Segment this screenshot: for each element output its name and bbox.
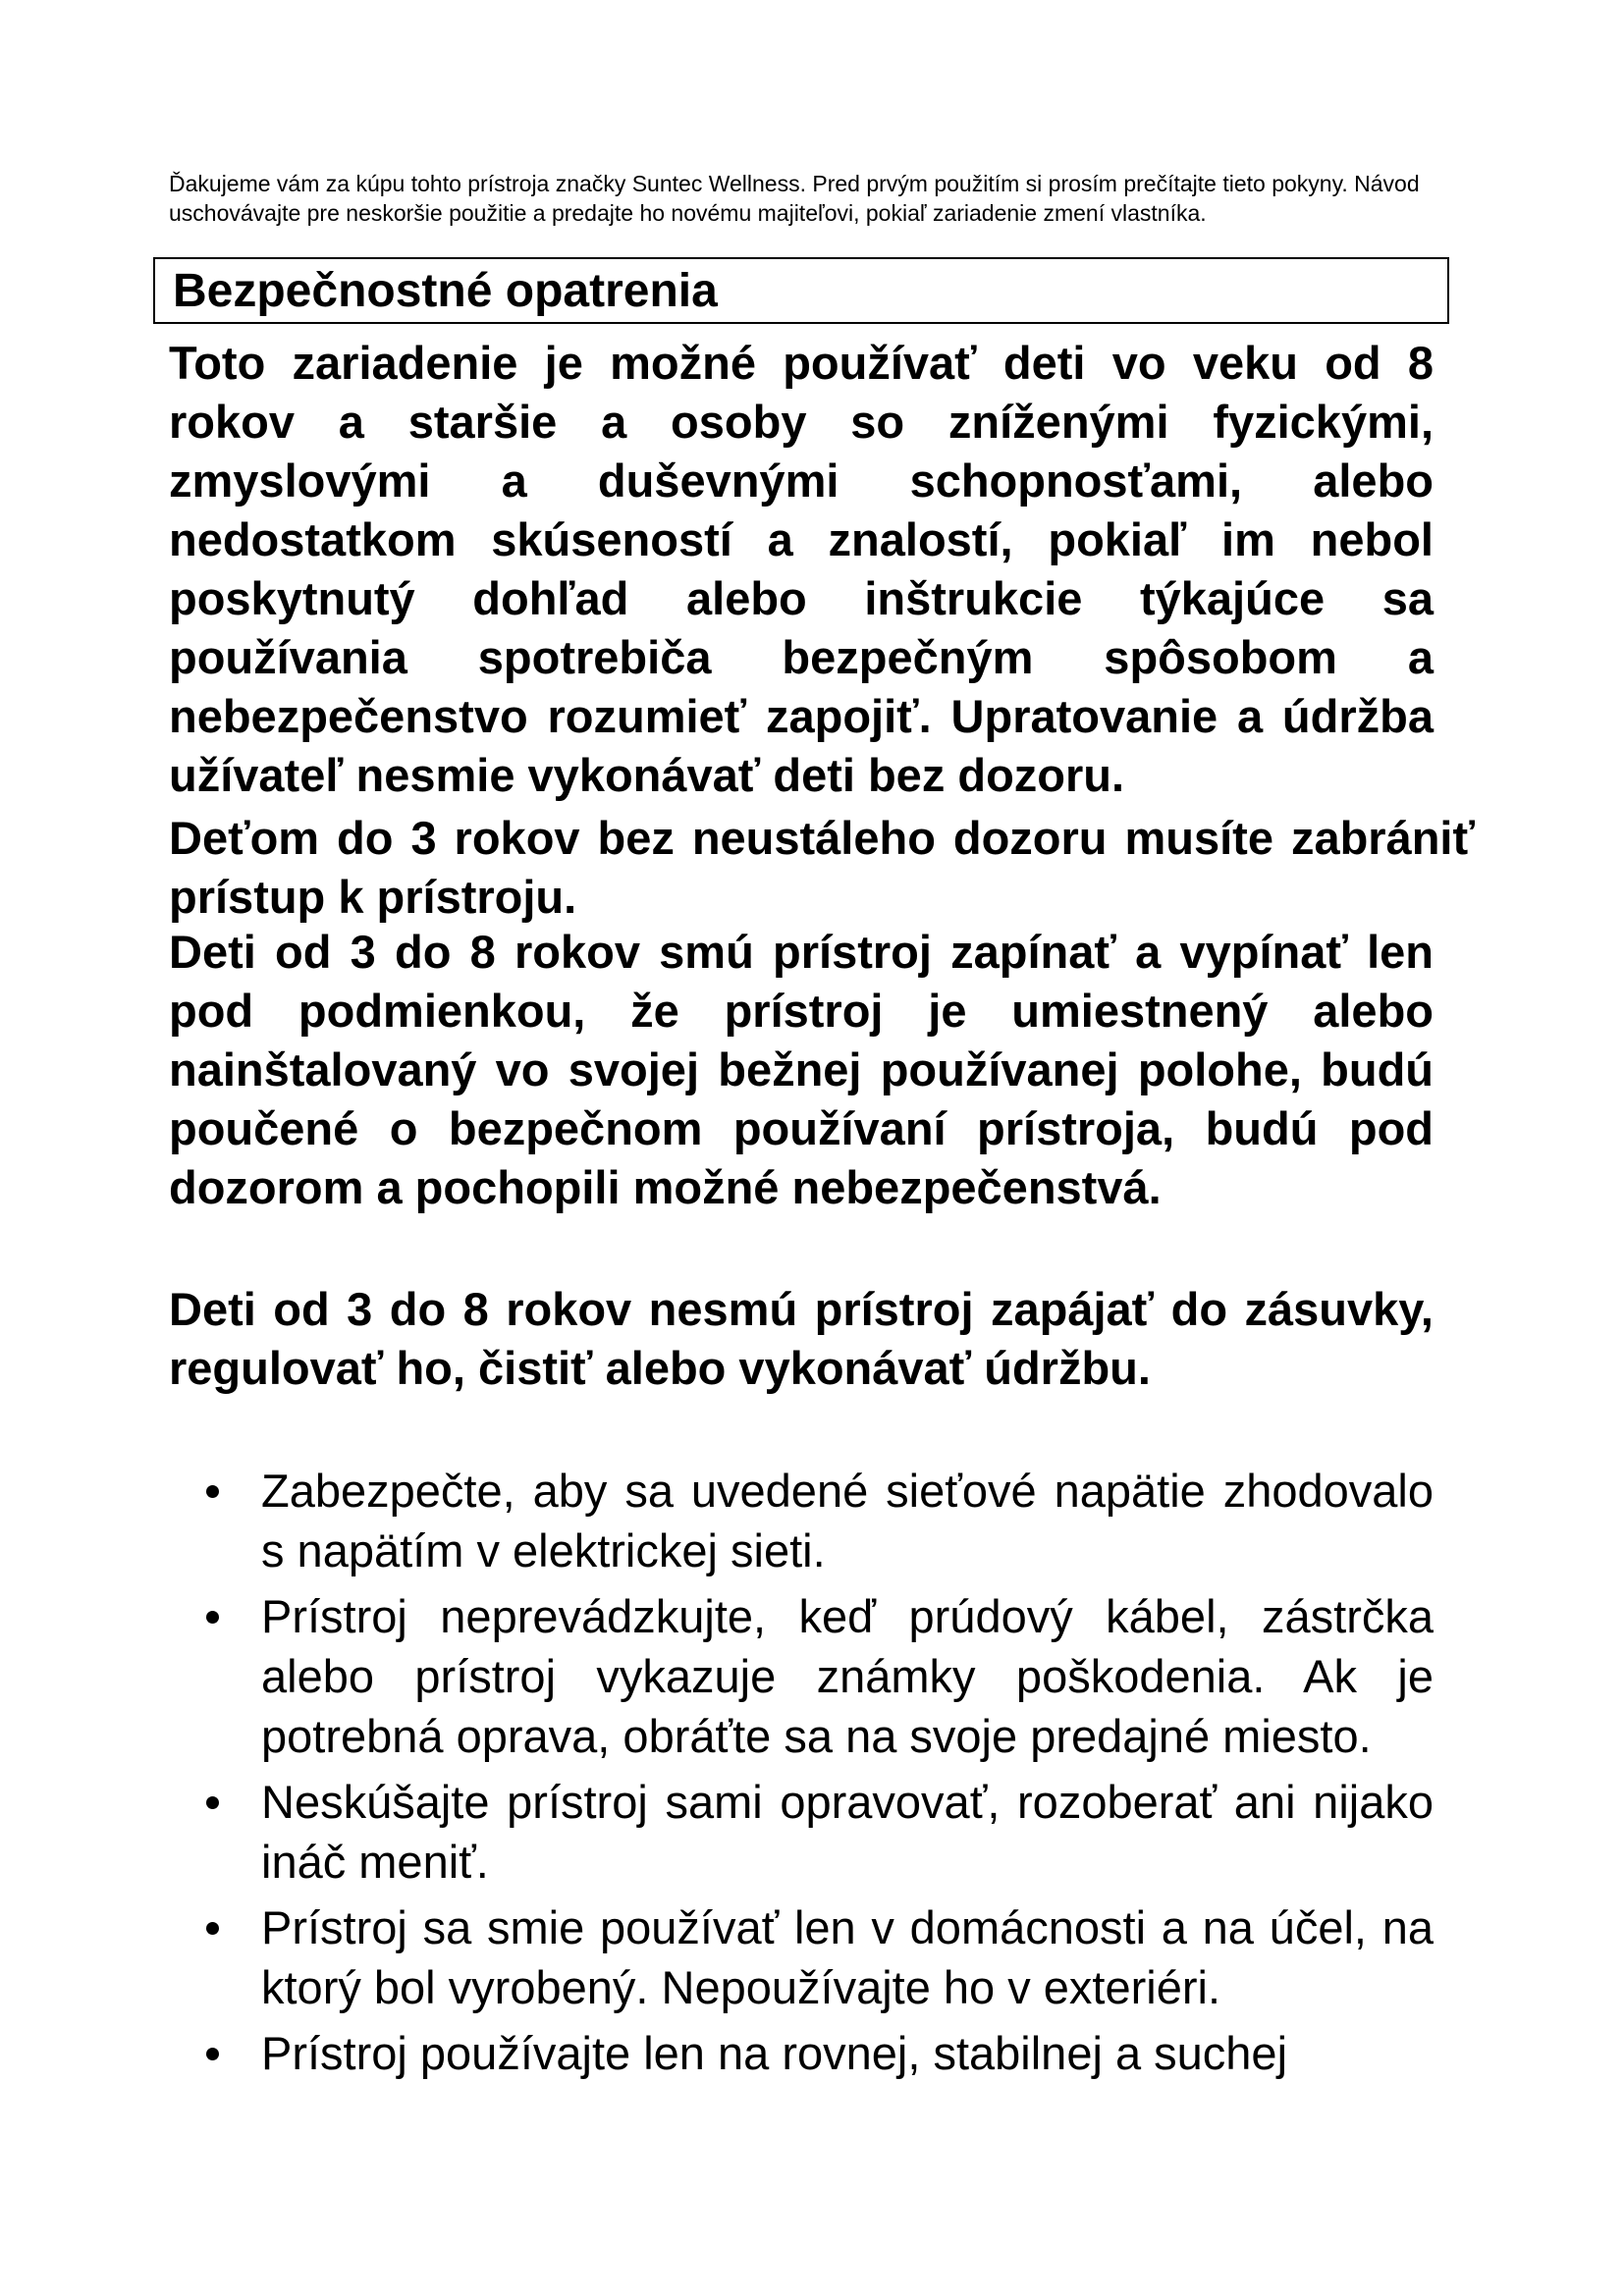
bullet-text: Zabezpečte, aby sa uvedené sieťové napätie zhodovalo s napätím v elektrickej sieti. xyxy=(261,1465,1434,1576)
paragraph-3-to-8-forbidden: Deti od 3 do 8 rokov nesmú prístroj zapájať do zásuvky, regulovať ho, čistiť alebo vykonávať údržbu. xyxy=(169,1283,1434,1394)
paragraph-3-to-8-allowed: Deti od 3 do 8 rokov smú prístroj zapínať a vypínať len pod podmienkou, že prístroj je umiestnený alebo nainštalovaný vo svojej bežnej používanej polohe, budú poučené o bezpečnom používaní prístroja, budú pod dozorom a pochopili možné nebezpečenstvá. xyxy=(169,926,1434,1213)
section-heading-box xyxy=(153,257,1449,324)
intro-text: Ďakujeme vám za kúpu tohto prístroja značky Suntec Wellness. Pred prvým použitím si prosím prečítajte tieto pokyny. Návod uschovávajte pre neskoršie použitie a predajte ho novému majiteľovi, pokiaľ zariadenie zmení vlastníka. xyxy=(169,171,1420,226)
bullet-icon xyxy=(206,1485,219,1498)
list-item xyxy=(196,2023,1434,2083)
paragraph-age-restrictions: Toto zariadenie je možné používať deti vo veku od 8 rokov a staršie a osoby so zníženými fyzickými, zmyslovými a duševnými schopnosťami, alebo nedostatkom skúseností a znalostí, pokiaľ im nebol poskytnutý dohľad alebo inštrukcie týkajúce sa používania spotrebiča bezpečným spôsobom a nebezpečenstvo rozumieť zapojiť. Upratovanie a údržba užívateľ nesmie vykonávať deti bez dozoru. xyxy=(169,337,1434,801)
safety-bullet-list xyxy=(196,1461,1434,2089)
bullet-icon xyxy=(206,2048,219,2060)
section-heading: Bezpečnostné opatrenia xyxy=(173,265,718,317)
bullet-icon xyxy=(206,1922,219,1935)
bullet-text: Prístroj neprevádzkujte, keď prúdový kábel, zástrčka alebo prístroj vykazuje známky poškodenia. Ak je potrebná oprava, obráťte sa na svoje predajné miesto. xyxy=(261,1590,1434,1762)
bullet-icon xyxy=(206,1611,219,1624)
bullet-text: Prístroj sa smie používať len v domácnosti a na účel, na ktorý bol vyrobený. Nepoužívajte ho v exteriéri. xyxy=(261,1901,1434,2013)
bullet-icon xyxy=(206,1796,219,1809)
list-item xyxy=(196,1897,1434,2017)
paragraph-under-3: Deťom do 3 rokov bez neustáleho dozoru musíte zabrániť prístup k prístroju. xyxy=(169,812,1475,923)
list-item xyxy=(196,1586,1434,1766)
bullet-text: Neskúšajte prístroj sami opravovať, rozoberať ani nijako ináč meniť. xyxy=(261,1776,1434,1888)
bullet-text: Prístroj používajte len na rovnej, stabilnej a suchej xyxy=(261,2027,1288,2079)
list-item xyxy=(196,1461,1434,1580)
list-item xyxy=(196,1772,1434,1892)
